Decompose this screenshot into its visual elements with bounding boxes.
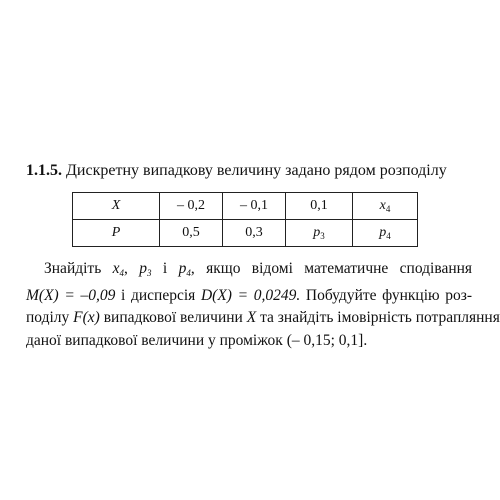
var-p: p [139,260,148,277]
table-row-p [73,220,418,247]
text-line-4: даної випадкової величини у проміжок (– 0,15; 0,1]. [26,331,368,349]
table-cell: – 0,2 [160,193,223,220]
text-fragment: , якщо відомі математичне сподівання [190,260,473,277]
problem-text [26,258,500,352]
text-fragment: поділу [26,309,70,326]
p3-subscript: 3 [320,231,325,241]
problem-statement: Дискретну випадкову величину задано рядом розподілу [66,162,447,179]
x4-symbol: x [379,198,386,213]
var-x: X [246,309,257,326]
text-line-3 [26,307,500,330]
text-line-1: Знайдіть $x_4$, $p_3$ і $p_4$, якщо відомі математичне сподівання [44,260,473,278]
text-line-2 [26,285,472,308]
row-label-p: P [73,220,160,247]
variance-formula: D(X) = 0,0249. [200,286,301,304]
text-fragment: та знайдіть імовірність потрапляння [260,309,500,326]
sub-4: 4 [119,268,125,278]
p4-subscript: 4 [386,231,391,241]
table-cell-p3 [286,220,353,247]
table-cell: 0,3 [223,220,286,247]
p3-symbol: p [313,225,321,240]
p3-symbol [139,260,151,277]
table-cell: 0,5 [160,220,223,247]
table-cell-x4 [353,193,418,220]
p4-symbol: p [379,225,387,240]
sub-3: 3 [147,268,152,278]
table-cell-p4 [353,220,418,247]
sub-4: 4 [186,268,191,278]
table-row-x [73,193,418,220]
row-label-x: X [73,193,160,220]
var-p: p [178,260,187,277]
table-cell: – 0,1 [223,193,286,220]
cdf-formula: F(x) [73,309,100,326]
text-fragment: Знайдіть [44,260,102,277]
x4-symbol [113,260,124,277]
problem-number: 1.1.5. [26,162,62,179]
p4-symbol [179,260,191,277]
problem-heading [26,160,486,182]
x4-subscript: 4 [385,204,391,214]
var-x: x [112,260,120,277]
text-fragment: і [162,260,168,277]
text-fragment: Побудуйте функцію роз- [305,286,473,304]
table-cell: 0,1 [286,193,353,220]
text-fragment: і дисперсія [121,286,196,304]
expectation-formula: M(X) = –0,09 [26,286,116,304]
distribution-table [72,192,418,247]
text-fragment: випадкової величини [103,309,243,326]
